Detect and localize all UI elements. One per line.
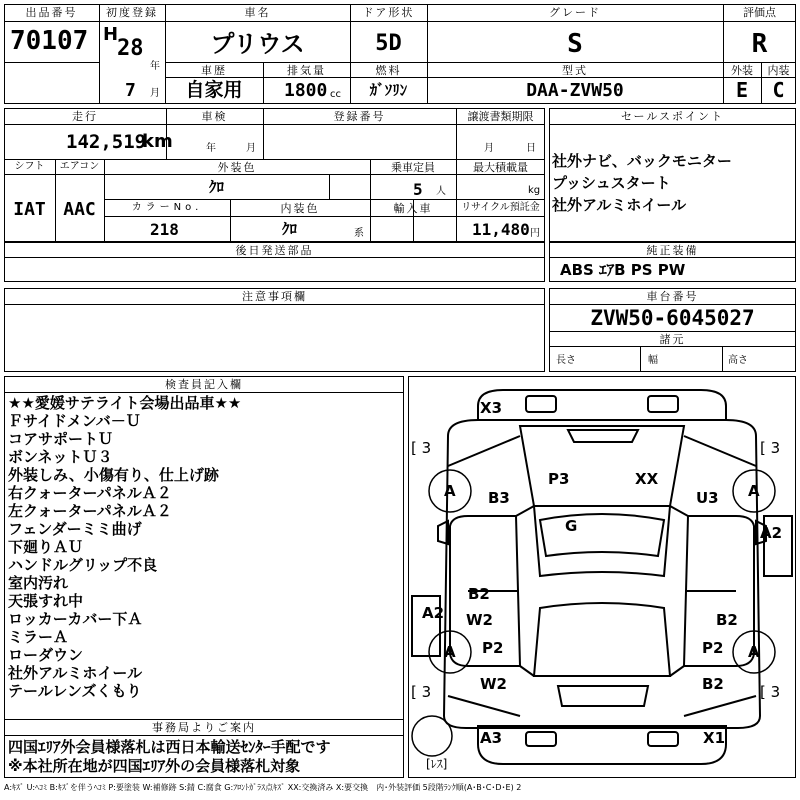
- mark-p3: P3: [548, 470, 570, 488]
- car-outline-diagram: [408, 376, 796, 778]
- later-parts-label: 後日発送部品: [235, 244, 314, 257]
- max-load-label: 最大積載量: [473, 161, 528, 174]
- office-line: ※本社所在地が四国ｴﾘｱ外の会員様落札対象: [8, 757, 301, 775]
- sales-point-item: 社外アルミホイール: [552, 196, 687, 214]
- model-code: DAA-ZVW50: [526, 80, 624, 101]
- tire-grade: A: [444, 482, 456, 500]
- shift-label: シフト: [14, 161, 45, 172]
- inspector-line: 室内汚れ: [8, 574, 69, 592]
- inspector-line: ボンネットＵ３: [8, 448, 113, 466]
- recycle-label: リサイクル預託金: [461, 202, 540, 213]
- inspector-line: ミラーＡ: [8, 628, 69, 646]
- transfer-day-unit: 日: [526, 143, 536, 154]
- displacement: 1800: [284, 80, 328, 101]
- inspector-line: Ｆサイドメンバ－Ｕ: [8, 412, 141, 430]
- first-reg-month: 7: [125, 80, 136, 101]
- mark-b3: B3: [488, 489, 510, 507]
- inspector-line: 下廻りＡＵ: [8, 538, 84, 556]
- inspection-year-unit: 年: [206, 143, 216, 154]
- mark-u3: U3: [696, 489, 719, 507]
- mark-a2-right: A2: [760, 524, 783, 542]
- tire-bracket: [ 3: [760, 439, 781, 457]
- mark-x1: X1: [703, 729, 726, 747]
- grade: S: [567, 29, 583, 59]
- office-line: 四国ｴﾘｱ外会員様落札は西日本輸送ｾﾝﾀｰ手配です: [8, 738, 331, 756]
- car-name: プリウス: [210, 30, 305, 58]
- int-color-unit: 系: [354, 228, 364, 239]
- int-color: ｸﾛ: [282, 220, 298, 238]
- hood-outline: [520, 426, 684, 506]
- capacity: 5: [413, 180, 423, 199]
- ac-label: エアコン: [59, 161, 100, 172]
- history: 自家用: [185, 79, 243, 101]
- capacity-label: 乗車定員: [391, 161, 435, 174]
- int-color-label: 内装色: [280, 202, 320, 215]
- model-code-label: 型式: [562, 64, 588, 77]
- inspection-month-unit: 月: [246, 143, 256, 154]
- reg-no-label: 登録番号: [333, 110, 386, 123]
- capacity-unit: 人: [436, 186, 446, 197]
- front-bumper-outline: [478, 390, 726, 420]
- mileage-unit: km: [142, 131, 173, 152]
- inspector-line: コアサポートＵ: [8, 430, 114, 448]
- interior-grade: C: [772, 78, 785, 102]
- mark-w2-lower: W2: [480, 675, 507, 693]
- inspector-line: ロッカーカバー下Ａ: [8, 610, 143, 628]
- exterior-grade: E: [735, 78, 749, 102]
- tire-grade: A: [748, 482, 760, 500]
- notes-label: 注意事項欄: [242, 290, 307, 303]
- import-label: 輸入車: [393, 202, 433, 215]
- ext-color-label: 外装色: [217, 161, 257, 174]
- mark-x3: X3: [480, 399, 503, 417]
- genuine-label: 純正装備: [646, 244, 699, 257]
- inspector-line: 社外アルミホイール: [8, 664, 143, 682]
- history-label: 車歴: [201, 64, 227, 77]
- spare-tire-label: [ﾚｽ]: [426, 757, 448, 771]
- interior-label: 内装: [767, 64, 790, 77]
- recycle: 11,480: [472, 220, 530, 239]
- tire-bracket: [ 3: [760, 683, 781, 701]
- ext-color: ｸﾛ: [208, 178, 224, 196]
- inspection-label: 車検: [201, 110, 228, 123]
- mark-w2-left: W2: [466, 611, 493, 629]
- dimension-length-label: 長さ: [556, 355, 576, 366]
- mileage-label: 走行: [72, 110, 98, 123]
- era: H: [103, 24, 119, 45]
- max-load-unit: kg: [528, 185, 541, 196]
- year-unit: 年: [150, 61, 160, 72]
- fuel: ｶﾞｿﾘﾝ: [369, 81, 408, 99]
- exterior-label: 外装: [731, 64, 753, 77]
- dimension-height-label: 高さ: [728, 355, 748, 366]
- displacement-label: 排気量: [287, 64, 326, 77]
- transfer-label: 譲渡書類期限: [467, 110, 534, 123]
- mileage: 142,519: [66, 131, 147, 153]
- mark-b2-right: B2: [716, 611, 738, 629]
- windshield-outline: [540, 514, 664, 556]
- inspector-line: ハンドルグリップ不良: [8, 556, 158, 574]
- first-reg-year: 28: [117, 36, 144, 61]
- inspector-line: 左クォーターパネルＡ２: [8, 502, 172, 520]
- inspector-label: 検査員記入欄: [165, 378, 243, 391]
- rear-bumper-outline: [478, 726, 726, 764]
- first-reg-label: 初度登録: [106, 6, 158, 19]
- mark-a2-left: A2: [422, 604, 445, 622]
- score-label: 評価点: [743, 6, 776, 19]
- color-no: 218: [150, 220, 179, 239]
- dimension-width-label: 幅: [648, 355, 658, 366]
- mark-xx: XX: [635, 470, 659, 488]
- doors: 5D: [375, 31, 402, 56]
- car-name-label: 車名: [244, 6, 271, 19]
- mark-a3: A3: [480, 729, 503, 747]
- shift: IAT: [13, 199, 46, 220]
- spec-block: [4, 108, 545, 242]
- tire-bracket: [ 3: [411, 439, 432, 457]
- inspector-line: 外装しみ、小傷有り、仕上げ跡: [8, 466, 219, 484]
- recycle-unit: 円: [530, 228, 540, 239]
- ac: AAC: [63, 199, 96, 220]
- tire-bracket: [ 3: [411, 683, 432, 701]
- spare-tire: [412, 716, 452, 756]
- office-label: 事務局よりご案内: [152, 721, 256, 734]
- grade-label: グレード: [549, 6, 601, 19]
- inspector-line: 天張すれ中: [8, 592, 84, 610]
- lot-no: 70107: [10, 26, 89, 56]
- inspector-line: フェンダーミミ曲げ: [8, 520, 142, 538]
- month-unit: 月: [150, 88, 160, 99]
- mark-b2-lower: B2: [702, 675, 724, 693]
- inspector-line: 右クォーターパネルＡ２: [8, 484, 172, 502]
- mark-g: G: [565, 517, 578, 535]
- fuel-label: 燃料: [375, 64, 402, 77]
- inspector-line: テールレンズくもり: [8, 682, 142, 700]
- roof-outline: [534, 506, 670, 576]
- legend: A:ｷｽﾞ U:ﾍｺﾐ B:ｷｽﾞを伴うﾍｺﾐ P:要塗装 W:補修跡 S:錆 C:腐食 G:ﾌﾛﾝﾄｶﾞﾗｽ点ｷｽﾞ XX:交換済み X:要交換 内･外装評価 5段階ﾗﾝｸ順(A･B･C･D･E) 2: [4, 783, 522, 792]
- sales-points-label: セールスポイント: [620, 110, 724, 123]
- inspector-line: ローダウン: [8, 646, 84, 664]
- dimensions-label: 諸元: [659, 333, 686, 346]
- mark-p2-right: P2: [702, 639, 724, 657]
- mark-b2-upper: B2: [468, 585, 490, 603]
- tire-grade: A: [748, 643, 760, 661]
- color-no-label: カラーNo.: [131, 202, 203, 213]
- score: R: [751, 29, 768, 59]
- tire-grade: A: [444, 643, 456, 661]
- mark-p2-left: P2: [482, 639, 504, 657]
- lot-no-label: 出品番号: [25, 6, 78, 19]
- rear-glass-outline: [534, 603, 670, 676]
- sales-point-item: 社外ナビ、バックモニター: [552, 152, 732, 170]
- transfer-month-unit: 月: [484, 143, 494, 154]
- chassis-label: 車台番号: [646, 290, 699, 303]
- sales-point-item: プッシュスタート: [552, 174, 671, 192]
- door-label: ドア形状: [362, 6, 415, 19]
- displacement-unit: cc: [330, 89, 341, 100]
- chassis-number: ZVW50-6045027: [590, 306, 755, 330]
- genuine-value: ABS ｴｱB PS PW: [560, 261, 686, 279]
- inspector-line: ★★愛媛サテライト会場出品車★★: [8, 394, 242, 412]
